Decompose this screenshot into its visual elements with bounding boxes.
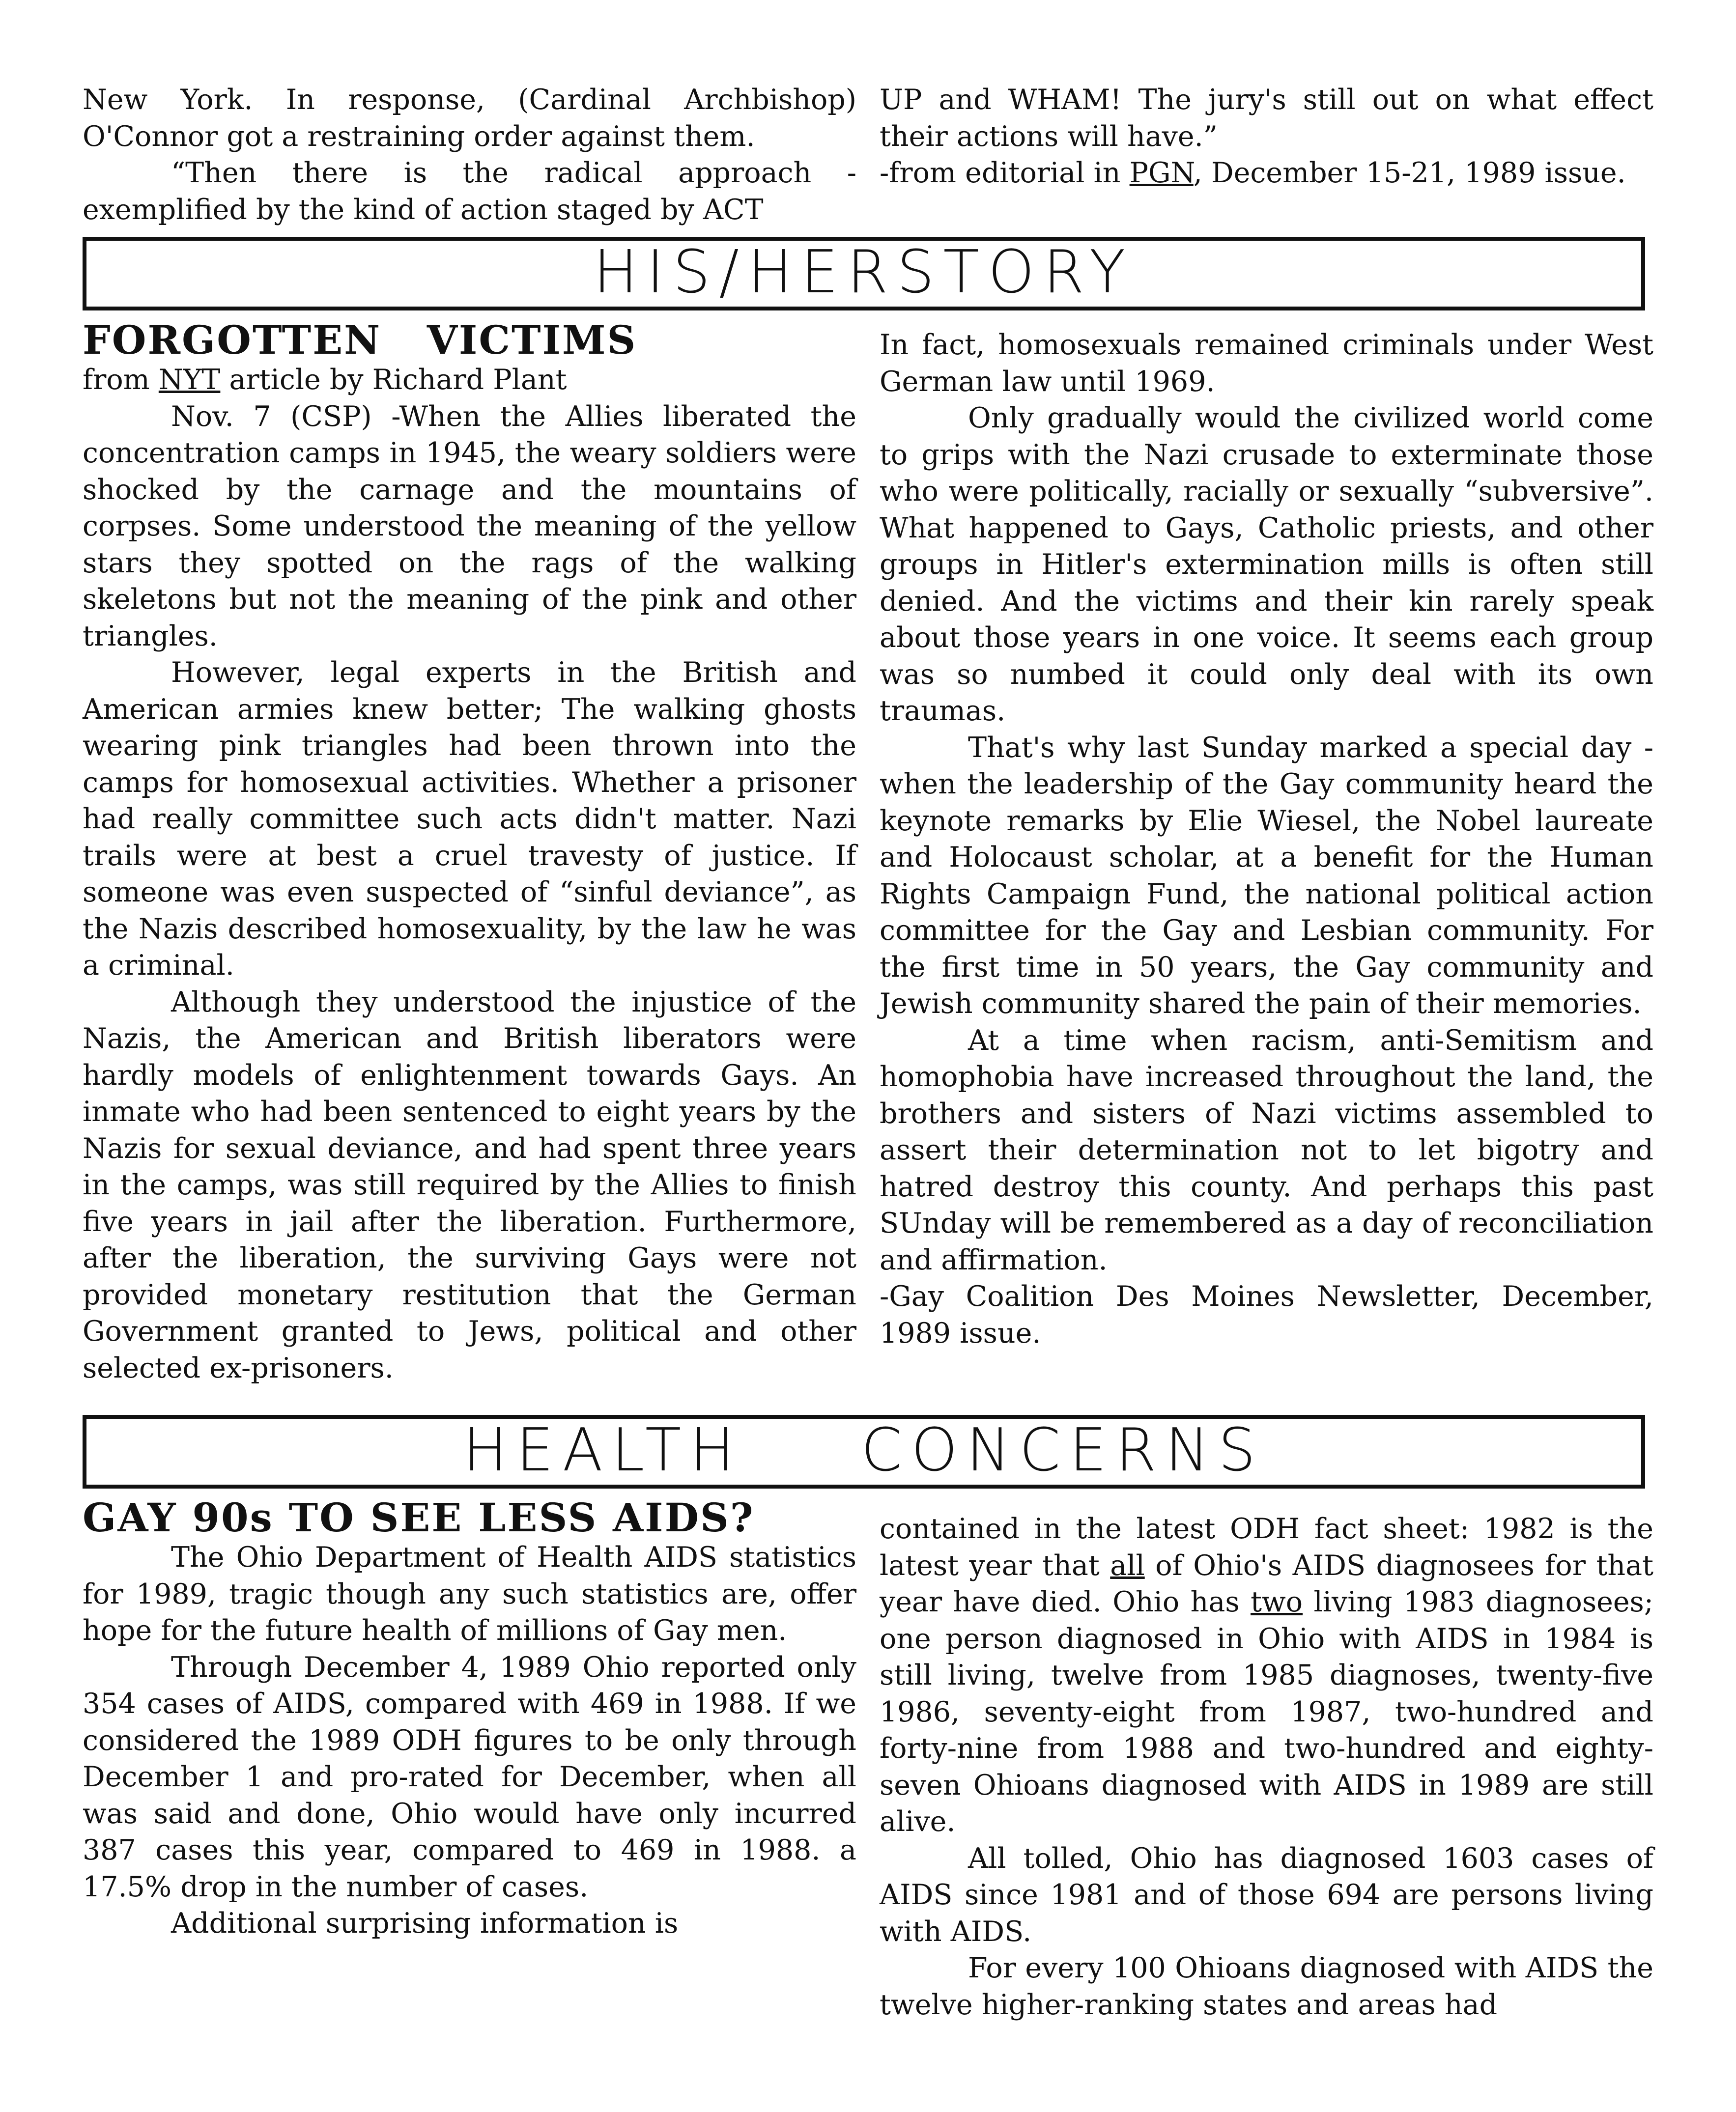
section1-right-source: -Gay Coalition Des Moines Newsletter, December, 1989 issue. xyxy=(880,1280,1653,1350)
section-banner-his-herstory xyxy=(83,237,1645,310)
section2-right-paragraph-1 xyxy=(880,1511,1653,1840)
section1-right-paragraph-1: In fact, homosexuals remained criminals under West German law until 1969. xyxy=(880,329,1653,398)
section1-left-paragraph-1: Nov. 7 (CSP) -When the Allies liberated the concentration camps in 1945, the weary soldiers were shocked by the carnage and the mountains of corpses. Some understood the meaning of the yellow stars they spotted on the rags of the walking skeletons but not the meaning of the pink and other triangles. xyxy=(83,400,856,652)
section2-left-paragraph-3: Additional surprising information is xyxy=(171,1907,679,1940)
top-right-source xyxy=(880,155,1653,192)
top-left-paragraph-2: “Then there is the radical approach - exemplified by the kind of action staged by ACT xyxy=(83,157,856,226)
section2-left-paragraph-2: Through December 4, 1989 Ohio reported only 354 cases of AIDS, compared with 469 in 1988. If we considered the 1989 ODH figures to be only through December 1 and pro-rated for December, when all was said and done, Ohio would have only incurred 387 cases this year, compared to 469 in 1988. a 17.5% drop in the number of cases. xyxy=(83,1651,856,1903)
section1-left-column xyxy=(83,318,856,1386)
top-left-column xyxy=(83,82,856,228)
section2-right-paragraph-3: For every 100 Ohioans diagnosed with AIDS the twelve higher-ranking states and areas had xyxy=(880,1952,1653,2021)
top-left-paragraph-1: New York. In response, (Cardinal Archbishop) O'Connor got a restraining order against them. xyxy=(83,84,856,153)
section-banner-title: HIS/HERSTORY xyxy=(593,238,1135,307)
top-right-source-publication: PGN xyxy=(1129,157,1194,189)
section-banner-word-concerns: CONCERNS xyxy=(861,1416,1265,1485)
top-right-paragraph-1: UP and WHAM! The jury's still out on what effect their actions will have.” xyxy=(880,84,1653,153)
article-headline-gay-90s: GAY 90s TO SEE LESS AIDS? xyxy=(83,1494,755,1541)
section2-right-p1-c: living 1983 diagnosees; one person diagnosed in Ohio with AIDS in 1984 is still living, twelve from 1985 diagnoses, twenty-five 1986, seventy-eight from 1987, two-hundred and forty-nine from 1988 and two-hundred and eighty-seven Ohioans diagnosed with AIDS in 1989 are still alive. xyxy=(880,1586,1654,1838)
section2-right-column xyxy=(880,1511,1653,2023)
byline-pre: from xyxy=(83,364,159,396)
section2-right-p1-a: contained in the latest ODH fact sheet: 1982 is the latest year that xyxy=(880,1513,1653,1582)
section2-left-paragraph-1: The Ohio Department of Health AIDS statistics for 1989, tragic though any such statistics are, offer hope for the future health of millions of Gay men. xyxy=(83,1541,856,1647)
top-right-source-post: , December 15-21, 1989 issue. xyxy=(1193,157,1626,189)
top-right-column xyxy=(880,82,1653,192)
section2-left-column xyxy=(83,1496,856,1942)
article-byline xyxy=(83,362,856,398)
top-right-source-pre: -from editorial in xyxy=(880,157,1130,189)
section1-right-paragraph-2: Only gradually would the civilized world come to grips with the Nazi crusade to exterminate those who were politically, racially or sexually “subversive”. What happened to Gays, Catholic priests, and other groups in Hitler's extermination mills is often still denied. And the victims and their kin rarely speak about those years in one voice. It seems each group was so numbed it could only deal with its own traumas. xyxy=(880,402,1653,727)
section1-right-paragraph-3: That's why last Sunday marked a special day - when the leadership of the Gay community heard the keynote remarks by Elie Wiesel, the Nobel laureate and Holocaust scholar, at a benefit for the Human Rights Campaign Fund, the national political action committee for the Gay and Lesbian community. For the first time in 50 years, the Gay community and Jewish community shared the pain of their memories. xyxy=(880,731,1653,1020)
section1-right-column xyxy=(880,327,1653,1352)
section2-right-p1-emphasis-two: two xyxy=(1251,1586,1303,1618)
article-headline-forgotten-victims: FORGOTTEN VICTIMS xyxy=(83,317,637,363)
section2-right-p1-emphasis-all: all xyxy=(1110,1549,1145,1582)
section2-right-p1-b: of Ohio's AIDS diagnosees for that year have died. Ohio has xyxy=(880,1549,1653,1618)
section1-right-paragraph-4: At a time when racism, anti-Semitism and homophobia have increased throughout the land, the brothers and sisters of Nazi victims assembled to assert their determination not to let bigotry and hatred destroy this county. And perhaps this past SUnday will be remembered as a day of reconciliation and affirmation. xyxy=(880,1024,1653,1276)
byline-publication: NYT xyxy=(158,364,221,396)
section1-left-paragraph-2: However, legal experts in the British and American armies knew better; The walking ghosts wearing pink triangles had been thrown into the camps for homosexual activities. Whether a prisoner had really committee such acts didn't matter. Nazi trails were at best a cruel travesty of justice. If someone was even suspected of “sinful deviance”, as the Nazis described homosexuality, by the law he was a criminal. xyxy=(83,656,856,982)
section-banner-health-concerns xyxy=(83,1415,1645,1489)
section1-left-paragraph-3: Although they understood the injustice of the Nazis, the American and British liberators were hardly models of enlightenment towards Gays. An inmate who had been sentenced to eight years by the Nazis for sexual deviance, and had spent three years in the camps, was still required by the Allies to finish five years in jail after the liberation. Furthermore, after the liberation, the surviving Gays were not provided monetary restitution that the German Government granted to Jews, political and other selected ex-prisoners. xyxy=(83,986,856,1384)
section2-right-paragraph-2: All tolled, Ohio has diagnosed 1603 cases of AIDS since 1981 and of those 694 are persons living with AIDS. xyxy=(880,1842,1653,1948)
byline-post: article by Richard Plant xyxy=(220,364,567,396)
section-banner-word-health: HEALTH xyxy=(463,1416,743,1485)
